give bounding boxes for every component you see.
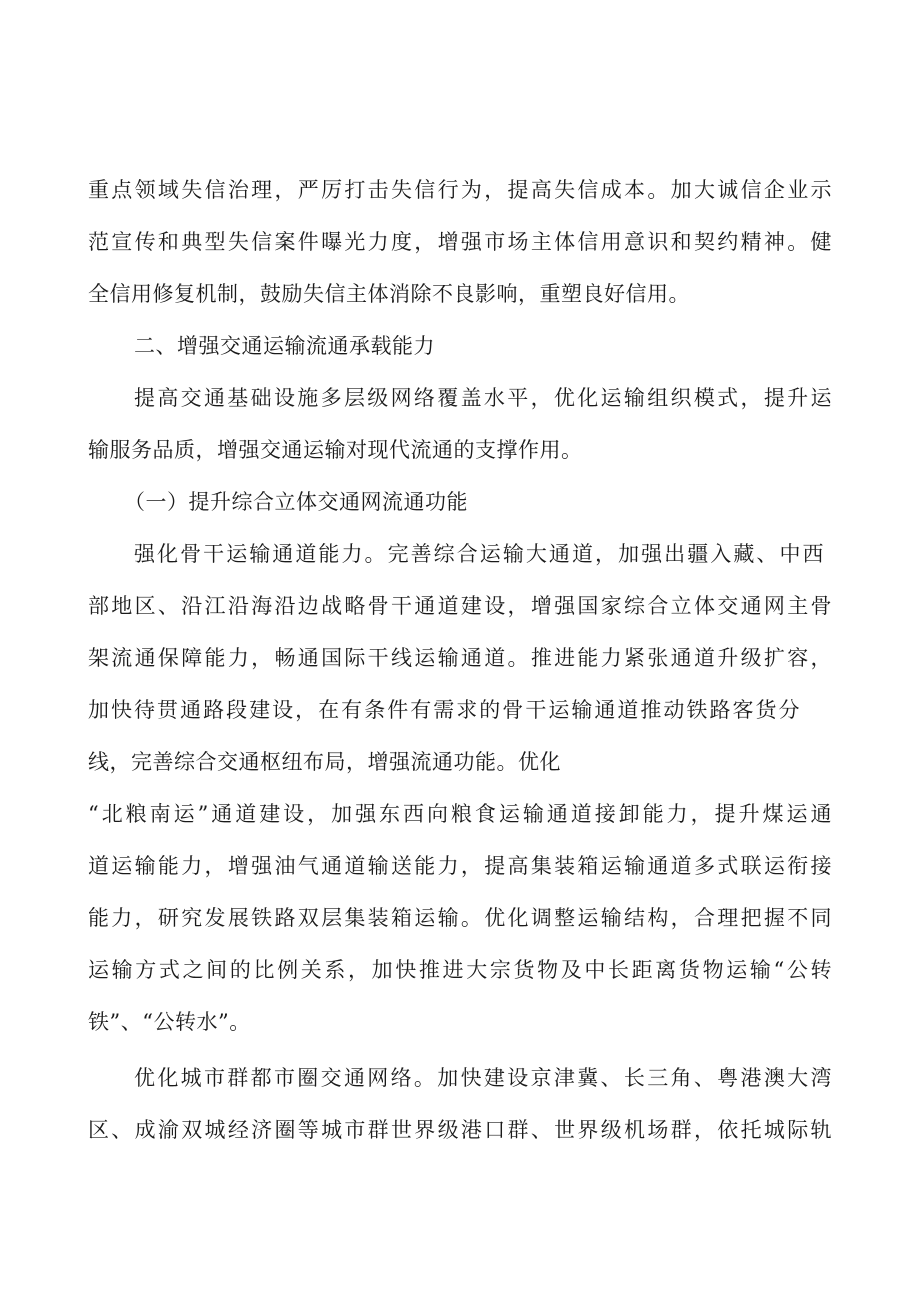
paragraph-line: 区、成渝双城经济圈等城市群世界级港口群、世界级机场群，依托城际轨 bbox=[88, 1118, 832, 1142]
paragraph-line: 加快待贯通路段建设，在有条件有需求的骨干运输通道推动铁路客货分 bbox=[88, 698, 800, 722]
paragraph-line: 铁”、“公转水”。 bbox=[88, 1010, 251, 1034]
paragraph-line: 运输方式之间的比例关系，加快推进大宗货物及中长距离货物运输“公转 bbox=[88, 958, 832, 982]
paragraph-line: 全信用修复机制，鼓励失信主体消除不良影响，重塑良好信用。 bbox=[88, 282, 690, 306]
paragraph-line: “北粮南运”通道建设，加强东西向粮食运输通道接卸能力，提升煤运通 bbox=[88, 802, 832, 826]
paragraph-line: 提高交通基础设施多层级网络覆盖水平，优化运输组织模式，提升运 bbox=[134, 386, 832, 410]
paragraph-line: 线，完善综合交通枢纽布局，增强流通功能。优化 bbox=[88, 750, 561, 774]
section-heading: 二、增强交通运输流通承载能力 bbox=[134, 334, 435, 358]
paragraph-line: 道运输能力，增强油气通道输送能力，提高集装箱运输通道多式联运衔接 bbox=[88, 854, 832, 878]
paragraph-line: 重点领域失信治理，严厉打击失信行为，提高失信成本。加大诚信企业示 bbox=[88, 178, 832, 202]
paragraph-line: 部地区、沿江沿海沿边战略骨干通道建设，增强国家综合立体交通网主骨 bbox=[88, 594, 832, 618]
subsection-heading: （一）提升综合立体交通网流通功能 bbox=[124, 490, 468, 514]
paragraph-line: 输服务品质，增强交通运输对现代流通的支撑作用。 bbox=[88, 438, 583, 462]
paragraph-line: 架流通保障能力，畅通国际干线运输通道。推进能力紧张通道升级扩容， bbox=[88, 646, 832, 670]
paragraph-line: 强化骨干运输通道能力。完善综合运输大通道，加强出疆入藏、中西 bbox=[134, 542, 824, 566]
paragraph-line: 范宣传和典型失信案件曝光力度，增强市场主体信用意识和契约精神。健 bbox=[88, 230, 832, 254]
paragraph-line: 能力，研究发展铁路双层集装箱运输。优化调整运输结构，合理把握不同 bbox=[88, 906, 832, 930]
paragraph-line: 优化城市群都市圈交通网络。加快建设京津冀、长三角、粤港澳大湾 bbox=[134, 1066, 832, 1090]
